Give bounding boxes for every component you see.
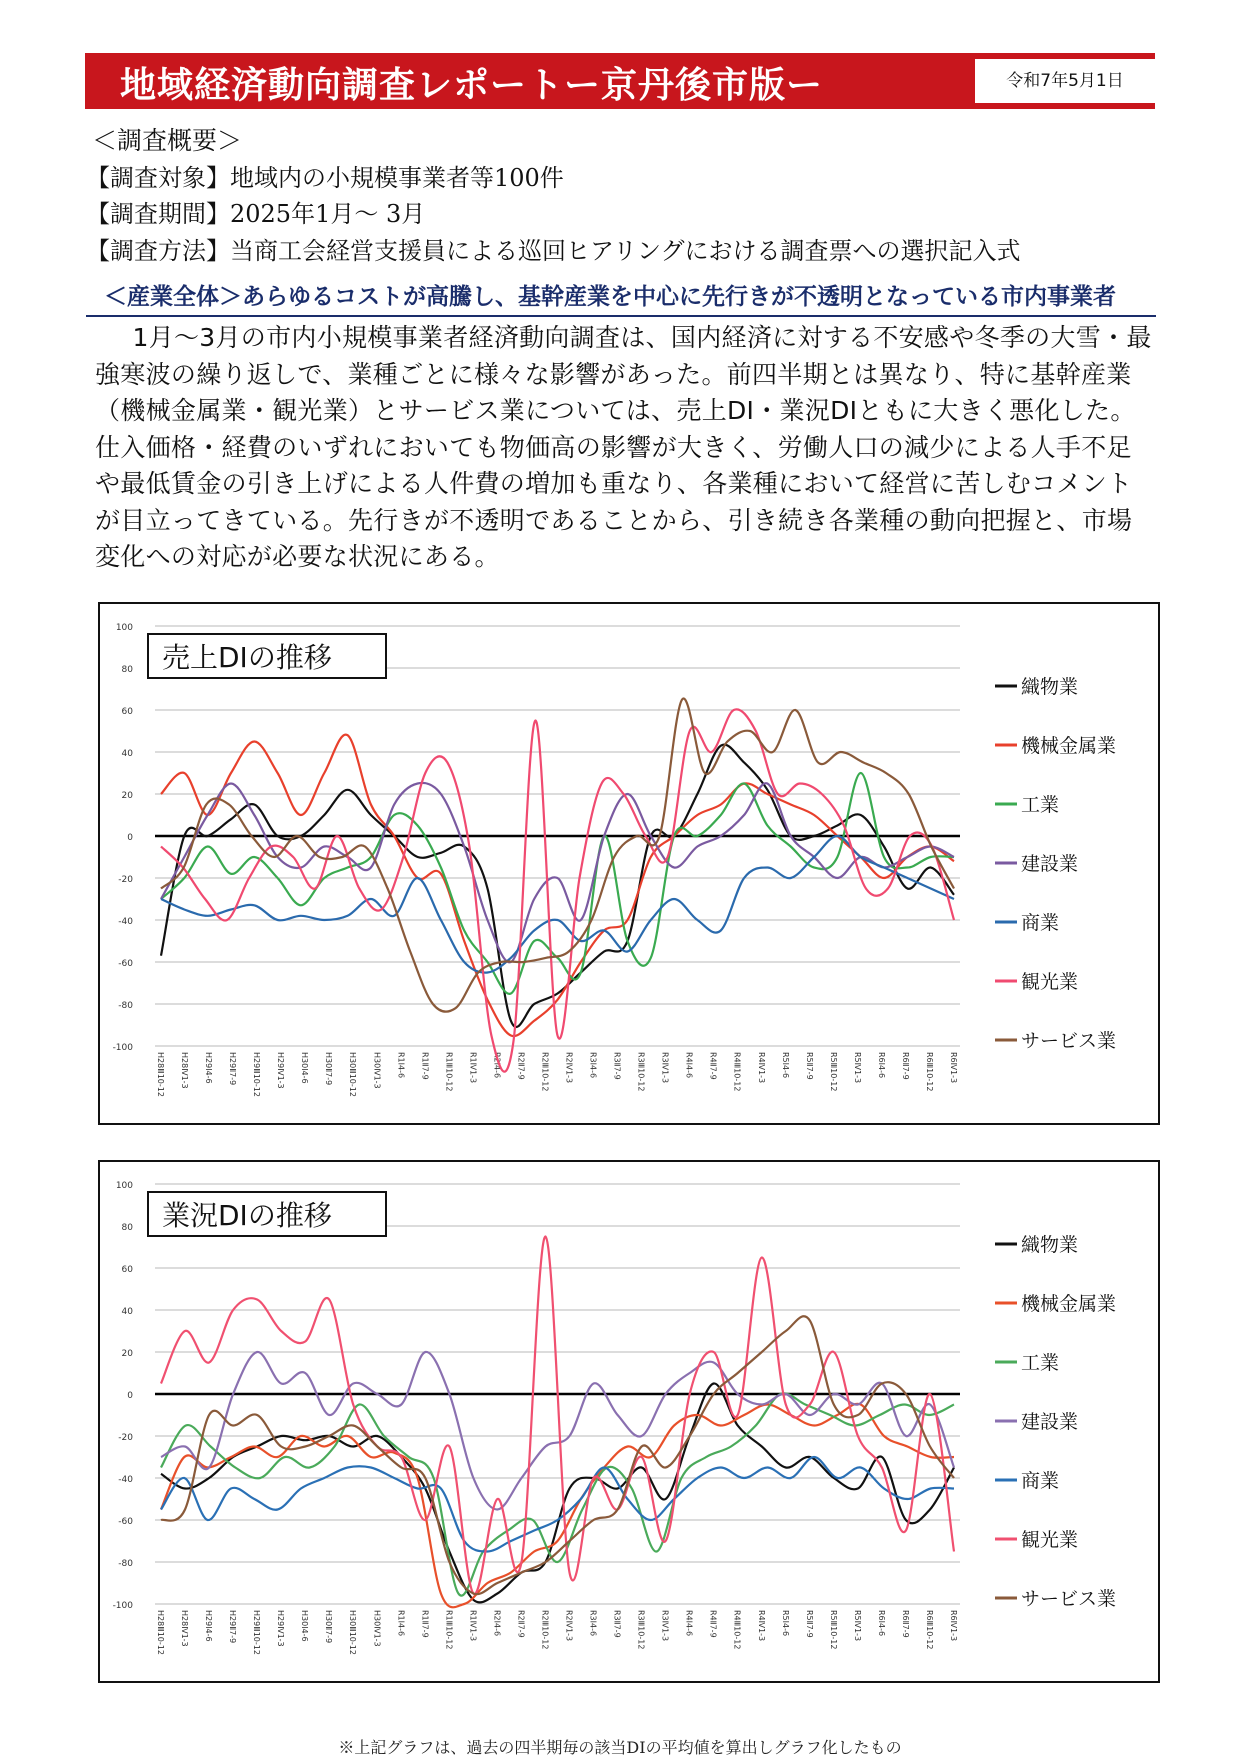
x-tick-label: R4Ⅲ10-12 <box>732 1052 742 1092</box>
y-tick-label: -60 <box>118 1517 133 1527</box>
x-tick-label: R6Ⅲ10-12 <box>924 1052 934 1092</box>
y-tick-label: 0 <box>127 1391 133 1401</box>
y-tick-label: 60 <box>121 707 133 717</box>
series-line <box>161 1457 954 1552</box>
y-tick-label: 0 <box>127 833 133 843</box>
x-tick-label: R6Ⅱ7-9 <box>900 1052 910 1080</box>
legend-label: 商業 <box>1021 912 1060 934</box>
series-line <box>161 1404 954 1608</box>
x-tick-label: R4Ⅳ1-3 <box>756 1610 766 1642</box>
legend-label: 建設業 <box>1021 853 1079 875</box>
survey-period: 【調査期間】2025年1月～ 3月 <box>86 200 426 228</box>
x-tick-label: H29Ⅲ10-12 <box>252 1052 262 1097</box>
x-tick-label: R1Ⅱ7-9 <box>420 1052 430 1080</box>
x-tick-label: R3Ⅳ1-3 <box>660 1052 670 1084</box>
x-tick-label: H30Ⅳ1-3 <box>372 1610 382 1647</box>
x-tick-label: R6Ⅰ4-6 <box>876 1052 886 1079</box>
x-tick-label: R6Ⅳ1-3 <box>949 1052 958 1084</box>
chart-title: 業況DIの推移 <box>162 1199 332 1232</box>
y-tick-label: 40 <box>121 749 133 759</box>
x-tick-label: H30Ⅱ7-9 <box>324 1610 334 1644</box>
x-tick-label: R6Ⅳ1-3 <box>949 1610 958 1642</box>
legend-label: 機械金属業 <box>1021 1293 1117 1315</box>
x-tick-label: R5Ⅱ7-9 <box>804 1052 814 1080</box>
series-line <box>161 735 954 1037</box>
y-tick-label: 80 <box>121 1223 133 1233</box>
x-tick-label: R3Ⅱ7-9 <box>612 1610 622 1638</box>
legend-label: 建設業 <box>1021 1411 1079 1433</box>
legend-label: サービス業 <box>1021 1030 1117 1052</box>
section-subheading-text: ＜産業全体＞あらゆるコストが高騰し、基幹産業を中心に先行きが不透明となっている市内事業者 <box>104 284 1116 310</box>
legend-label: 商業 <box>1021 1470 1060 1492</box>
x-tick-label: R2Ⅰ4-6 <box>492 1610 502 1637</box>
x-tick-label: R2Ⅱ7-9 <box>516 1610 526 1638</box>
y-tick-label: -100 <box>112 1043 133 1053</box>
x-tick-label: R6Ⅰ4-6 <box>876 1610 886 1637</box>
x-tick-label: H30Ⅳ1-3 <box>372 1052 382 1089</box>
chart-footnote: ※上記グラフは、過去の四半期毎の該当DIの平均値を算出しグラフ化したもの <box>338 1738 902 1757</box>
x-tick-label: R5Ⅲ10-12 <box>828 1052 838 1092</box>
section-subheading <box>86 275 1156 317</box>
legend-label: 工業 <box>1021 794 1060 816</box>
x-tick-label: H30Ⅲ10-12 <box>348 1610 358 1655</box>
chart-svg <box>100 604 1158 1123</box>
y-tick-label: -100 <box>112 1601 133 1611</box>
x-tick-label: R3Ⅰ4-6 <box>588 1610 598 1637</box>
legend-label: サービス業 <box>1021 1588 1117 1610</box>
x-tick-label: R4Ⅱ7-9 <box>708 1052 718 1080</box>
x-tick-label: R1Ⅲ10-12 <box>444 1052 454 1092</box>
x-tick-label: R1Ⅳ1-3 <box>468 1052 478 1084</box>
x-tick-label: R2Ⅳ1-3 <box>564 1052 574 1084</box>
summary-paragraph: 1月～3月の市内小規模事業者経済動向調査は、国内経済に対する不安感や冬季の大雪・最強寒波の繰り返しで、業種ごとに様々な影響があった。前四半期とは異なり、特に基幹産業（機械金属業・観光業）とサービス業については、売上DI・業況DIともに大きく悪化した。仕入価格・経費のいずれにおいても物価高の影響が大きく、労働人口の減少による人手不足や最低賃金の引き上げによる人件費の増加も重なり、各業種において経営に苦しむコメントが目立ってきている。先行きが不透明であることから、引き続き各業種の動向把握と、市場変化への対応が必要な状況にある。 <box>95 323 1152 571</box>
chart-svg <box>100 1162 1158 1681</box>
x-tick-label: R2Ⅱ7-9 <box>516 1052 526 1080</box>
x-tick-label: R2Ⅳ1-3 <box>564 1610 574 1642</box>
x-tick-label: R3Ⅲ10-12 <box>636 1052 646 1092</box>
x-tick-label: R4Ⅰ4-6 <box>684 1610 694 1637</box>
y-tick-label: -40 <box>118 1475 133 1485</box>
x-tick-label: H29Ⅱ7-9 <box>228 1610 238 1644</box>
series-line <box>161 836 954 973</box>
x-tick-label: R4Ⅳ1-3 <box>756 1052 766 1084</box>
business-conditions-di-chart <box>98 1160 1160 1683</box>
x-tick-label: H28Ⅳ1-3 <box>180 1052 190 1089</box>
x-tick-label: H29Ⅰ4-6 <box>204 1610 214 1642</box>
report-date: 令和7年5月1日 <box>975 59 1155 103</box>
x-tick-label: R1Ⅳ1-3 <box>468 1610 478 1642</box>
legend-label: 工業 <box>1021 1352 1060 1374</box>
summary-body <box>95 320 1155 576</box>
x-tick-label: R3Ⅱ7-9 <box>612 1052 622 1080</box>
x-tick-label: H28Ⅲ10-12 <box>156 1052 165 1097</box>
y-tick-label: -20 <box>118 1433 133 1443</box>
x-tick-label: R1Ⅰ4-6 <box>396 1610 406 1637</box>
x-tick-label: H30Ⅱ7-9 <box>324 1052 334 1086</box>
x-tick-label: H28Ⅳ1-3 <box>180 1610 190 1647</box>
series-line <box>161 699 954 1012</box>
x-tick-label: R1Ⅲ10-12 <box>444 1610 454 1650</box>
x-tick-label: R2Ⅰ4-6 <box>492 1052 502 1079</box>
series-line <box>161 773 954 994</box>
y-tick-label: -80 <box>118 1559 133 1569</box>
x-tick-label: R5Ⅳ1-3 <box>852 1052 862 1084</box>
x-tick-label: R3Ⅰ4-6 <box>588 1052 598 1079</box>
y-tick-label: -20 <box>118 875 133 885</box>
legend-label: 機械金属業 <box>1021 735 1117 757</box>
overview-heading: ＜調査概要＞ <box>92 126 243 155</box>
y-tick-label: 60 <box>121 1265 133 1275</box>
x-tick-label: R3Ⅳ1-3 <box>660 1610 670 1642</box>
series-line <box>161 709 954 1071</box>
x-tick-label: R5Ⅲ10-12 <box>828 1610 838 1650</box>
series-line <box>161 745 954 1027</box>
x-tick-label: R2Ⅲ10-12 <box>540 1052 550 1092</box>
series-line <box>161 1393 954 1595</box>
x-tick-label: R6Ⅱ7-9 <box>900 1610 910 1638</box>
x-tick-label: H29Ⅳ1-3 <box>276 1052 286 1089</box>
x-tick-label: R5Ⅳ1-3 <box>852 1610 862 1642</box>
y-tick-label: -80 <box>118 1001 133 1011</box>
x-tick-label: R4Ⅱ7-9 <box>708 1610 718 1638</box>
x-tick-label: H28Ⅲ10-12 <box>156 1610 165 1655</box>
legend-label: 観光業 <box>1021 1529 1079 1551</box>
x-tick-label: R5Ⅰ4-6 <box>780 1052 790 1079</box>
y-tick-label: 40 <box>121 1307 133 1317</box>
survey-method: 【調査方法】当商工会経営支援員による巡回ヒアリングにおける調査票への選択記入式 <box>86 237 1021 265</box>
x-tick-label: R4Ⅲ10-12 <box>732 1610 742 1650</box>
y-tick-label: 100 <box>115 1181 133 1191</box>
y-tick-label: 20 <box>121 791 133 801</box>
x-tick-label: R5Ⅱ7-9 <box>804 1610 814 1638</box>
y-tick-label: 80 <box>121 665 133 675</box>
legend-label: 織物業 <box>1021 1234 1079 1256</box>
report-title: 地域経済動向調査レポートー京丹後市版ー <box>120 65 824 106</box>
x-tick-label: H30Ⅰ4-6 <box>300 1052 310 1084</box>
x-tick-label: H29Ⅰ4-6 <box>204 1052 214 1084</box>
x-tick-label: R6Ⅲ10-12 <box>924 1610 934 1650</box>
x-tick-label: H29Ⅲ10-12 <box>252 1610 262 1655</box>
x-tick-label: R3Ⅲ10-12 <box>636 1610 646 1650</box>
x-tick-label: R1Ⅰ4-6 <box>396 1052 406 1079</box>
x-tick-label: H30Ⅲ10-12 <box>348 1052 358 1097</box>
x-tick-label: H29Ⅱ7-9 <box>228 1052 238 1086</box>
y-tick-label: -60 <box>118 959 133 969</box>
y-tick-label: 100 <box>115 623 133 633</box>
report-title-banner <box>85 53 1155 109</box>
y-tick-label: -40 <box>118 917 133 927</box>
survey-target: 【調査対象】地域内の小規模事業者等100件 <box>86 164 564 192</box>
x-tick-label: H30Ⅰ4-6 <box>300 1610 310 1642</box>
x-tick-label: R4Ⅰ4-6 <box>684 1052 694 1079</box>
legend-label: 織物業 <box>1021 676 1079 698</box>
chart-title: 売上DIの推移 <box>162 641 332 674</box>
x-tick-label: H29Ⅳ1-3 <box>276 1610 286 1647</box>
x-tick-label: R5Ⅰ4-6 <box>780 1610 790 1637</box>
sales-di-chart <box>98 602 1160 1125</box>
x-tick-label: R2Ⅲ10-12 <box>540 1610 550 1650</box>
x-tick-label: R1Ⅱ7-9 <box>420 1610 430 1638</box>
y-tick-label: 20 <box>121 1349 133 1359</box>
legend-label: 観光業 <box>1021 971 1079 993</box>
